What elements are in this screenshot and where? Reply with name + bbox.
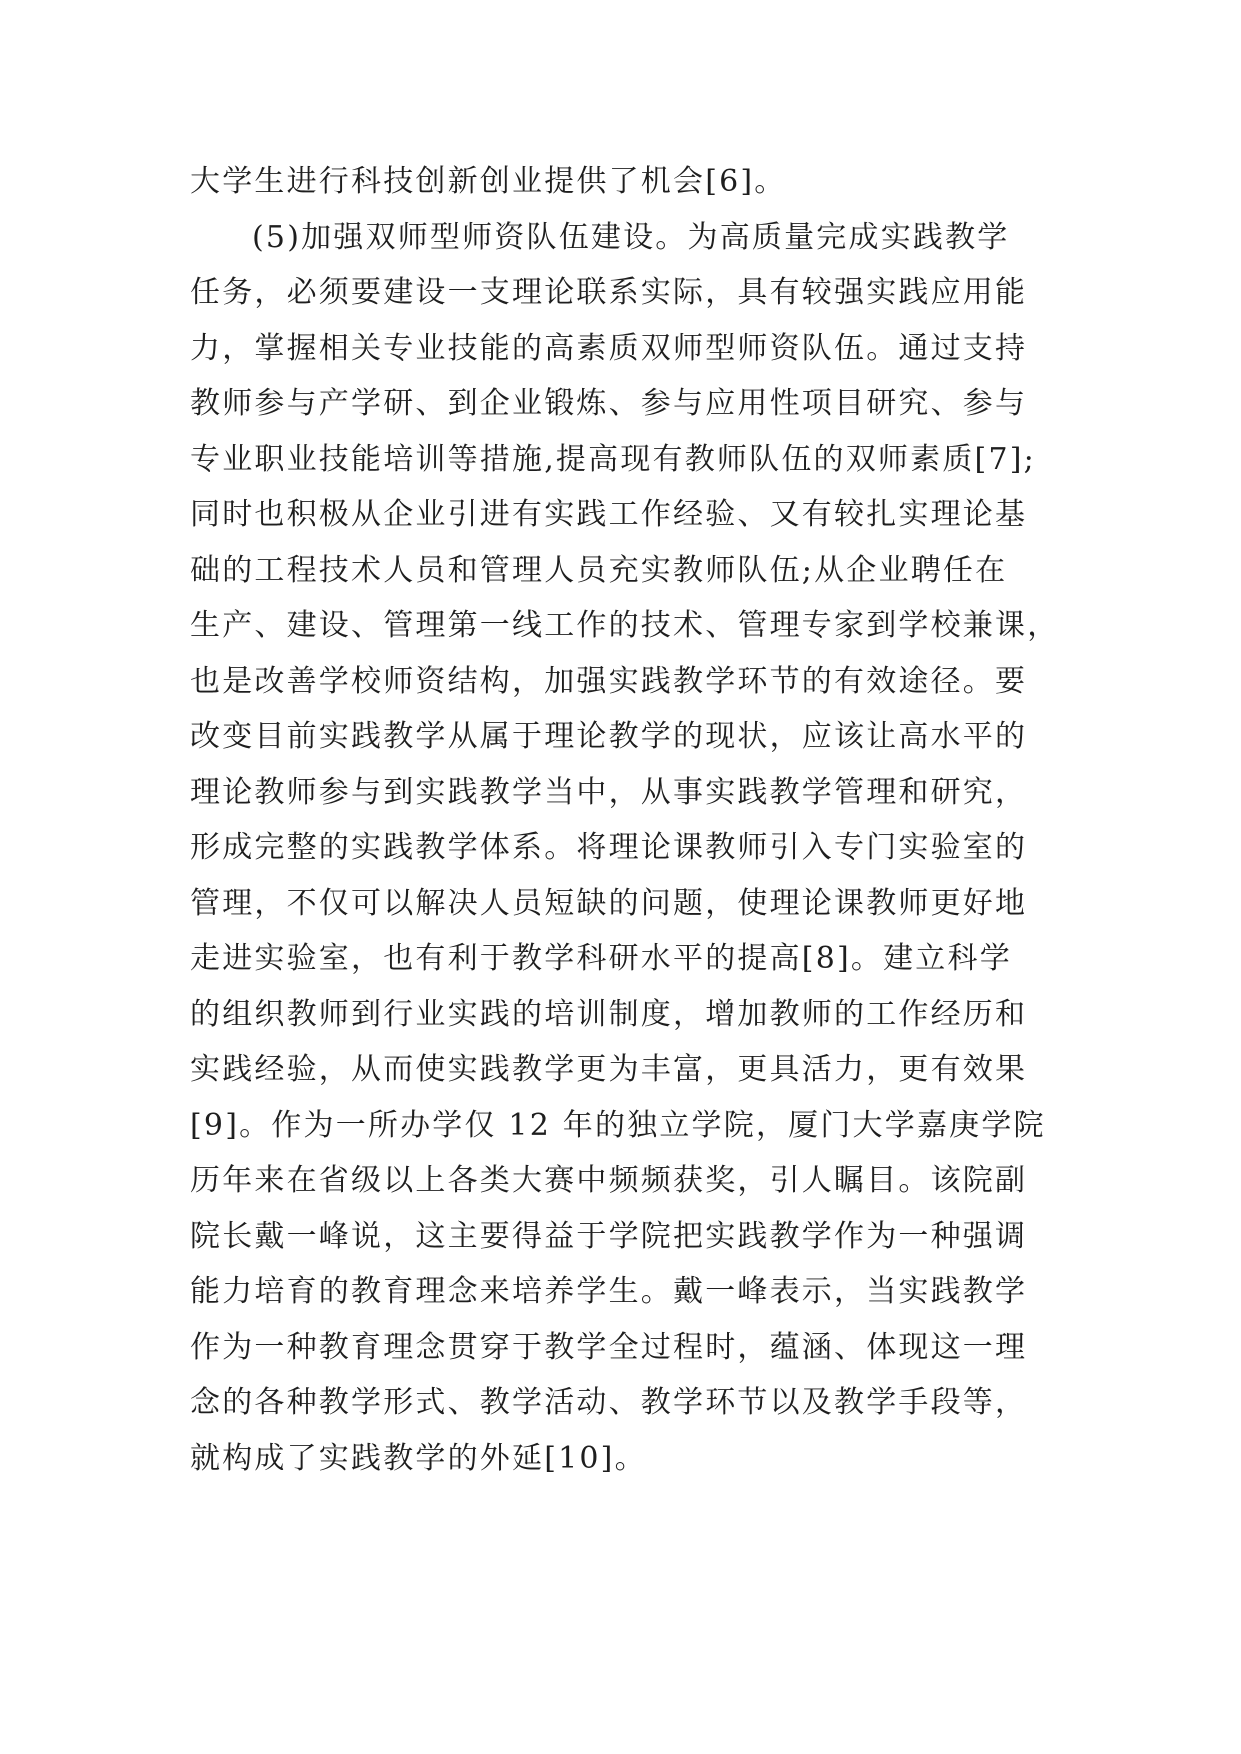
text-line: 础的工程技术人员和管理人员充实教师队伍;从企业聘任在: [190, 552, 1008, 588]
text-line: 院长戴一峰说，这主要得益于学院把实践教学作为一种强调: [190, 1218, 1028, 1254]
text-line: 任务，必须要建设一支理论联系实际，具有较强实践应用能: [190, 275, 1028, 310]
paragraph-start-line: (5)加强双师型师资队伍建设。为高质量完成实践教学: [252, 219, 1010, 255]
text-line: 教师参与产学研、到企业锻炼、参与应用性项目研究、参与: [190, 386, 1028, 421]
text-line: 也是改善学校师资结构，加强实践教学环节的有效途径。要: [190, 663, 1028, 699]
text-line: [9]。作为一所办学仅 12 年的独立学院，厦门大学嘉庚学院: [190, 1107, 1046, 1143]
text-line: 念的各种教学形式、教学活动、教学环节以及教学手段等，: [190, 1385, 1028, 1420]
text-line: 生产、建设、管理第一线工作的技术、管理专家到学校兼课，: [190, 608, 1060, 643]
text-line: 形成完整的实践教学体系。将理论课教师引入专门实验室的: [190, 830, 1028, 865]
text-line: 就构成了实践教学的外延[10]。: [190, 1440, 647, 1476]
text-line: 同时也积极从企业引进有实践工作经验、又有较扎实理论基: [190, 497, 1028, 532]
text-line: 能力培育的教育理念来培养学生。戴一峰表示，当实践教学: [190, 1274, 1028, 1309]
text-line: 实践经验，从而使实践教学更为丰富，更具活力，更有效果: [190, 1052, 1028, 1087]
text-line: 理论教师参与到实践教学当中，从事实践教学管理和研究，: [190, 774, 1028, 810]
text-line: 管理，不仅可以解决人员短缺的问题，使理论课教师更好地: [190, 885, 1028, 921]
text-line: 的组织教师到行业实践的培训制度，增加教师的工作经历和: [190, 996, 1028, 1032]
text-line: 大学生进行科技创新创业提供了机会[6]。: [190, 164, 787, 199]
text-line: 力，掌握相关专业技能的高素质双师型师资队伍。通过支持: [190, 330, 1028, 366]
text-line: 走进实验室，也有利于教学科研水平的提高[8]。建立科学: [190, 941, 1012, 976]
text-line: 专业职业技能培训等措施,提高现有教师队伍的双师素质[7];: [190, 441, 1036, 477]
text-line: 历年来在省级以上各类大赛中频频获奖，引人瞩目。该院副: [190, 1163, 1028, 1198]
text-line: 作为一种教育理念贯穿于教学全过程时，蕴涵、体现这一理: [190, 1329, 1028, 1365]
body-text: [190, 154, 1070, 1486]
text-line: 改变目前实践教学从属于理论教学的现状，应该让高水平的: [190, 719, 1028, 754]
